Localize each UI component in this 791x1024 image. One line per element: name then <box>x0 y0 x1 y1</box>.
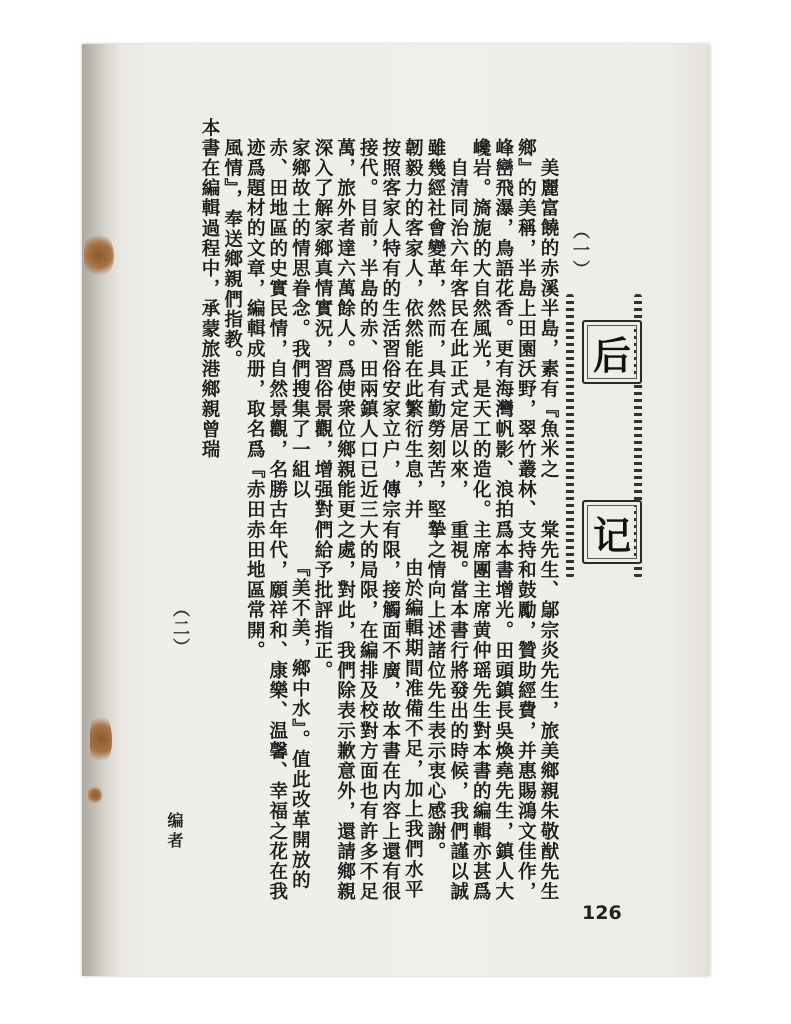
section-one-columns-line: 巉岩。旖旎的大自然風光，是天工的造化。 <box>470 138 492 520</box>
section-one-columns-line: 赤、田地區的史實民情，自然景觀，名勝古 <box>266 138 288 520</box>
section-one-columns-line: 本書在編輯過程中，承蒙旅港鄉親曾瑞 <box>199 118 220 460</box>
section-two-marker: （二） <box>169 600 189 657</box>
section-two-columns-line: 由於編輯期間准備不足，加上我們水平 <box>402 558 424 900</box>
section-one-columns-line: 韌毅力的客家人，依然能在此繁衍生息，并 <box>402 138 424 520</box>
section-one-marker: （一） <box>569 222 589 279</box>
title-char-1: 后 <box>592 332 631 378</box>
section-two-columns-line: 棠先生、鄔宗炎先生，旅美鄉親朱敬猷先生 <box>538 520 559 902</box>
editor-signature: 编者 <box>165 812 184 852</box>
section-two-columns-line: 有限，接觸面不廣，故本書在内容上還有很 <box>379 520 401 902</box>
section-one-columns-line: 萬，旅外者達六萬餘人。爲使衆位鄉親能更 <box>334 138 356 520</box>
section-two-columns-line: 主席團主席黄仲瑶先生對本書的編輯亦甚爲 <box>470 520 492 902</box>
age-stain-3 <box>88 786 102 804</box>
title-char-2: 记 <box>592 512 631 558</box>
section-two-columns-line: 赤田地區常開。 <box>244 520 266 661</box>
section-two-columns-line: 支持和鼓勵，贊助經費，并惠賜鴻文佳作， <box>515 520 537 902</box>
section-one-columns-line: 美麗富饒的赤溪半島，素有『魚米之 <box>538 158 559 480</box>
age-stain-1 <box>84 232 114 278</box>
section-one-columns-line: 峰巒飛瀑，鳥語花香。更有海灣帆影、浪拍 <box>492 138 514 520</box>
age-stain-2 <box>90 712 112 766</box>
title-box-1 <box>582 320 642 384</box>
section-one-columns-line: 鄉』的美稱，半島上田園沃野，翠竹叢林、 <box>515 138 537 520</box>
section-two-columns-line: 大的局限，在編排及校對方面也有許多不足 <box>357 520 379 902</box>
bleed-through-text <box>640 150 661 380</box>
section-one-columns-line: 接代。目前，半島的赤、田兩鎮人口已近三 <box>357 138 379 520</box>
section-one-columns-line: 自清同治六年客民在此正式定居以來， <box>447 158 469 500</box>
section-two-columns-line: 年代，願祥和、康樂、温馨、幸福之花在我 <box>266 520 288 902</box>
section-one-columns-line: 家鄉故土的情思眷念。我們搜集了一組以 <box>289 138 311 500</box>
page-number: 126 <box>582 902 622 924</box>
section-one-columns-line: 按照客家人特有的生活習俗安家立户，傳宗 <box>379 138 401 520</box>
section-one-columns-line: 深入了解家鄉真情實況，習俗景觀，增强對 <box>312 138 333 520</box>
section-two-columns-line: 們給予批評指正。 <box>312 520 333 681</box>
section-two-columns-line: 『美不美，鄉中水』。值此改革開放的 <box>289 558 311 891</box>
title-box-2 <box>582 500 642 564</box>
section-one-columns-line: 風情』，奉送鄉親們指教。 <box>221 138 243 370</box>
section-one-columns-line: 迹爲題材的文章，編輯成册，取名爲『赤田 <box>244 138 266 520</box>
section-one-columns-line: 雖幾經社會變革，然而，具有勤勞刻苦，堅 <box>425 138 446 520</box>
section-two-columns-line: 爲本書增光。田頭鎮長吳煥堯先生，鎮人大 <box>492 520 514 902</box>
section-two-columns-line: 摯之情向上述諸位先生表示衷心感謝。 <box>425 520 446 862</box>
title-border-left <box>566 294 574 578</box>
section-two-columns-line: 之處，對此，我們除表示歉意外，還請鄉親 <box>334 520 356 902</box>
section-two-columns-line: 重視。當本書行將發出的時候，我們謹以誠 <box>447 520 469 902</box>
